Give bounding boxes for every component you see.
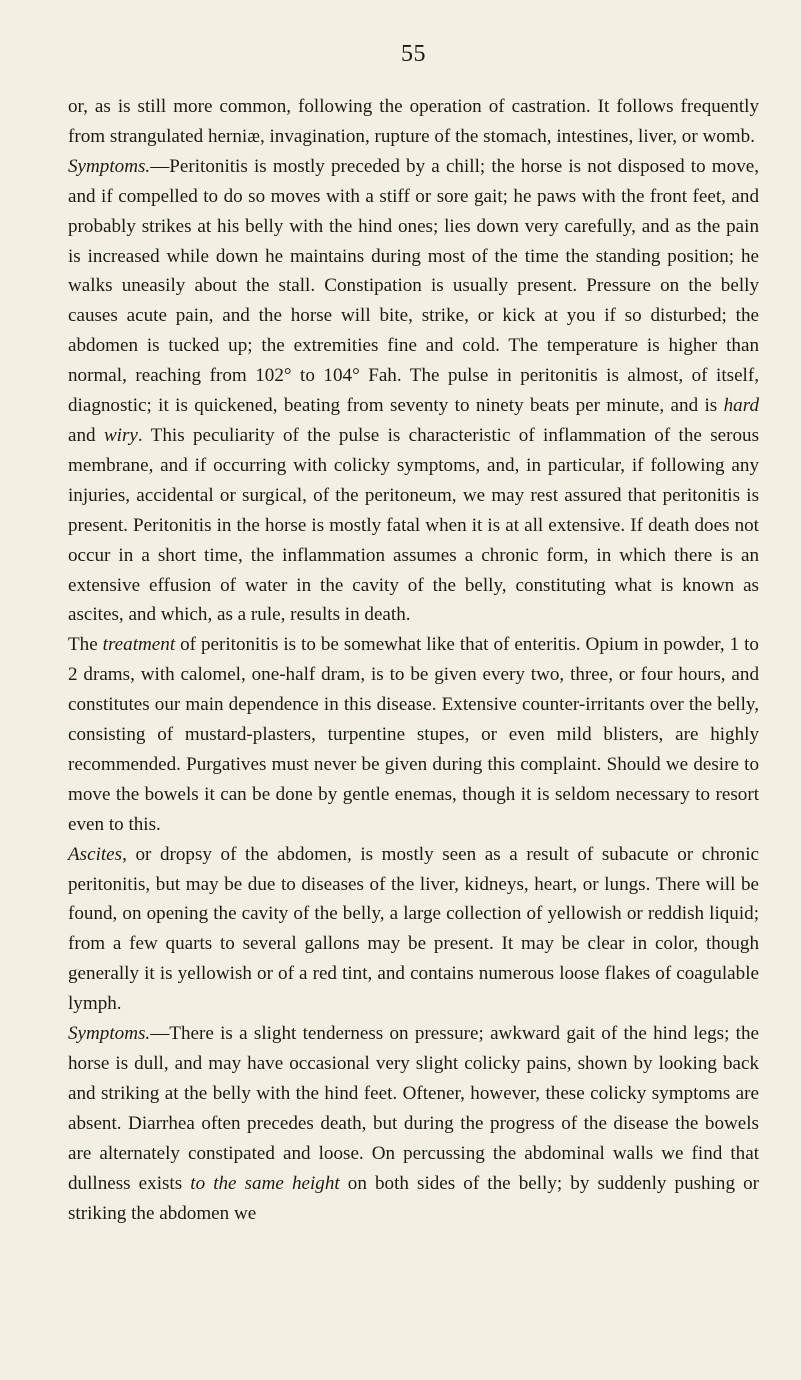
page-number: 55 [401, 41, 426, 67]
section-heading-symptoms: Symptoms. [68, 1023, 151, 1045]
paragraph-ascites-symptoms [68, 1019, 759, 1228]
text-run: or, as is still more common, following the operation of castration. It follows frequently from strangulated herniæ, invagination, rupture of the stomach, intestines, liver, or womb. [68, 96, 759, 147]
text-run: —There is a slight tenderness on pressure; awkward gait of the hind legs; the horse is dull, and may have occasional very slight colicky pains, shown by looking back and striking at the belly with the hind feet. Oftener, however, these colicky symptoms are absent. Diarrhea often precedes death, but during the progress of the disease the bowels are alternately constipated and loose. On percussing the abdominal walls we find that dullness exists [68, 1023, 759, 1194]
paragraph-ascites [68, 840, 759, 1019]
text-run: , or dropsy of the abdomen, is mostly seen as a result of subacute or chronic peritonitis, but may be due to diseases of the liver, kidneys, heart, or lungs. There will be found, on opening the cavity of the belly, a large collection of yellowish or reddish liquid; from a few quarts to several gallons may be present. It may be clear in color, though generally it is yellowish or of a red tint, and contains numerous loose flakes of coagulable lymph. [68, 843, 759, 1015]
text-run: The [68, 634, 103, 656]
text-run: and [68, 424, 104, 446]
emphasis-hard: hard [723, 395, 759, 417]
section-heading-treatment: treatment [102, 634, 176, 656]
emphasis-same-height: to the same height [190, 1172, 340, 1194]
paragraph-peritonitis-symptoms [68, 152, 759, 631]
emphasis-wiry: wiry [103, 424, 138, 446]
section-heading-symptoms: Symptoms. [68, 155, 151, 177]
paragraph-castration-continuation [68, 92, 759, 152]
body-text [68, 92, 759, 1228]
text-run: of peritonitis is to be somewhat like that of enteritis. Opium in powder, 1 to 2 drams, with calomel, one-half dram, is to be given every two, three, or four hours, and constitutes our main dependence in this disease. Extensive counter-irritants over the belly, consisting of mustard-plasters, turpentine stupes, or even mild blisters, are highly recommended. Purgatives must never be given during this complaint. Should we desire to move the bowels it can be done by gentle enemas, though it is seldom necessary to resort even to this. [68, 634, 759, 835]
text-run: . This peculiarity of the pulse is characteristic of inflammation of the serous membrane, and if occurring with colicky symptoms, and, in particular, if following any injuries, accidental or surgical, of the peritoneum, we may rest assured that peritonitis is present. Peritonitis in the horse is mostly fatal when it is at all extensive. If death does not occur in a short time, the inflammation assumes a chronic form, in which there is an extensive effusion of water in the cavity of the belly, constituting what is known as ascites, and which, as a rule, results in death. [68, 424, 759, 626]
section-heading-ascites: Ascites [68, 843, 123, 865]
text-run: —Peritonitis is mostly preceded by a chill; the horse is not disposed to move, and if compelled to do so moves with a stiff or sore gait; he paws with the front feet, and probably strikes at his belly with the hind ones; lies down very carefully, and as the pain is increased while down he maintains during most of the time the standing position; he walks uneasily about the stall. Constipation is usually present. Pressure on the belly causes acute pain, and the horse will bite, strike, or kick at you if so disturbed; the abdomen is tucked up; the extremities fine and cold. The temperature is higher than normal, reaching from 102° to 104° Fah. The pulse in peritonitis is almost, of itself, diagnostic; it is quickened, beating from seventy to ninety beats per minute, and is [68, 155, 759, 417]
text-run: on both sides of the belly; by suddenly pushing or striking the abdomen we [68, 1172, 759, 1224]
paragraph-peritonitis-treatment [68, 630, 759, 839]
